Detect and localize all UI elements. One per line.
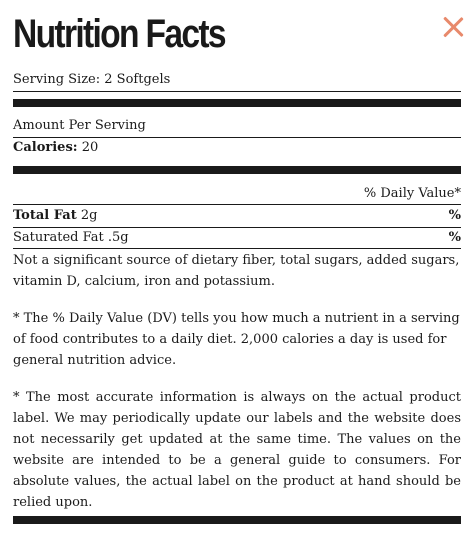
daily-value-header: % Daily Value* [363,186,461,201]
label-disclaimer: * The most accurate information is always on the actual product label. We may periodically update our labels and the website does not necessarily get updated at the same time. The values on the website are intended to be a general guide to consumers. For absolute values, the actual label on the product at hand should be relied upon. [13,390,461,510]
calories-row [13,139,461,157]
amount-per-serving: Amount Per Serving [13,118,146,133]
divider-thick [13,516,461,524]
calories-label: Calories: [13,140,78,155]
divider-thin [13,204,461,205]
nutrient-amount: .5g [107,230,129,245]
divider-thick [13,99,461,107]
serving-size-label: Serving Size: [13,72,101,87]
nutrient-daily-value: % [448,208,461,223]
divider-thin [13,227,461,228]
nutrient-amount: 2g [80,208,98,223]
serving-size [13,71,461,89]
divider-thin [13,248,461,249]
daily-value-footnote: * The % Daily Value (DV) tells you how much a nutrient in a serving of food contributes to a daily diet. 2,000 calories a day is used for general nutrition advice. [13,311,460,368]
page-title: Nutrition Facts [13,12,225,56]
nutrient-row-total-fat [13,207,461,225]
calories-value: 20 [81,140,99,155]
nutrient-row-saturated-fat [13,229,461,247]
close-icon[interactable] [442,16,464,38]
divider-thin [13,137,461,138]
nutrient-label: Saturated Fat [13,230,104,245]
divider-thin [13,91,461,92]
nutrient-daily-value: % [448,230,461,245]
divider-thick [13,166,461,174]
not-significant-note: Not a significant source of dietary fiber, total sugars, added sugars, vitamin D, calcium, iron and potassium. [13,253,460,289]
serving-size-value: 2 Softgels [104,72,171,87]
nutrient-label: Total Fat [13,208,77,223]
